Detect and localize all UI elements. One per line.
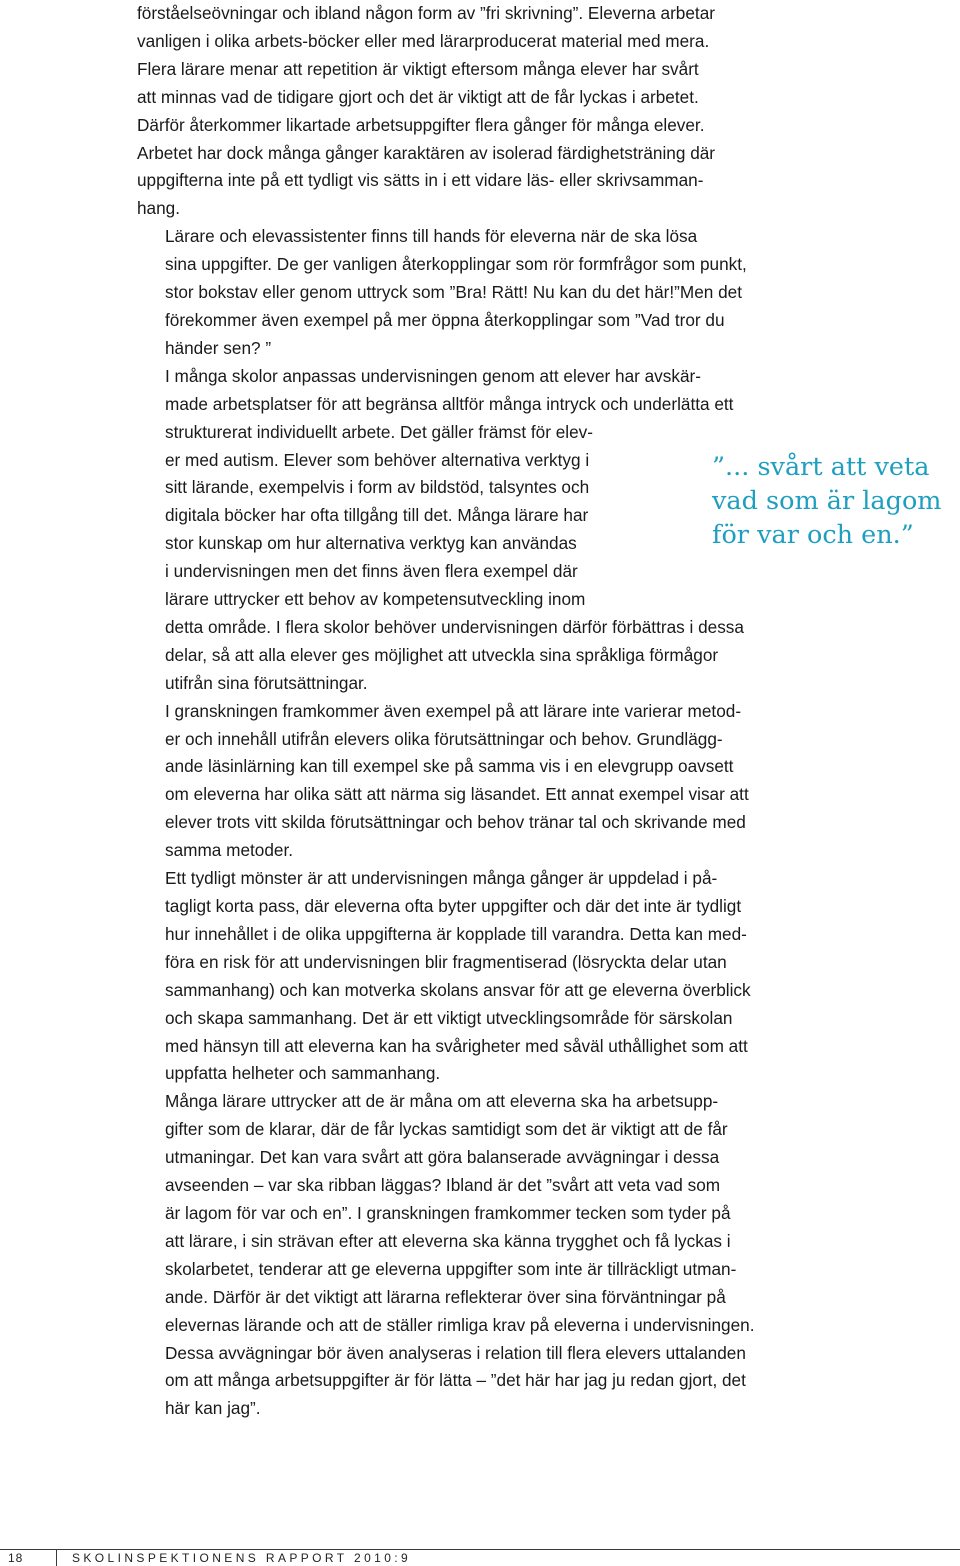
text-line: detta område. I flera skolor behöver undervisningen därför förbättras i dessa <box>165 616 744 637</box>
text-line: uppgifterna inte på ett tydligt vis sätts in i ett vidare läs- eller skrivsamman- <box>137 170 704 191</box>
text-line: hang. <box>137 198 181 219</box>
paragraph <box>137 0 857 223</box>
text-line: skolarbetet, tenderar att ge eleverna uppgifter som inte är tillräckligt utman- <box>165 1258 737 1279</box>
text-line: ande. Därför är det viktigt att lärarna reflekterar över sina förväntningar på <box>165 1286 726 1307</box>
text-line: Därför återkommer likartade arbetsuppgifter flera gånger för många elever. <box>137 114 705 135</box>
text-line: Arbetet har dock många gånger karaktären av isolerad färdighetsträning där <box>137 142 716 163</box>
paragraph <box>137 698 857 865</box>
text-line: sitt lärande, exempelvis i form av bildstöd, talsyntes och <box>165 477 590 498</box>
text-line: här kan jag”. <box>165 1398 261 1419</box>
text-line: hur innehållet i de olika uppgifterna är kopplade till varandra. Detta kan med- <box>165 923 747 944</box>
text-line: samma metoder. <box>165 840 293 861</box>
text-line: Flera lärare menar att repetition är viktigt eftersom många elever har svårt <box>137 58 699 79</box>
footer-rule <box>0 1549 960 1550</box>
text-line: Dessa avvägningar bör även analyseras i relation till flera elevers uttalanden <box>165 1342 746 1363</box>
pull-quote <box>712 450 960 552</box>
paragraph <box>137 865 857 1088</box>
text-line: made arbetsplatser för att begränsa alltför många intryck och underlätta ett <box>165 393 734 414</box>
text-line: i undervisningen men det finns även flera exempel där <box>165 561 578 582</box>
text-line: Många lärare uttrycker att de är måna om att eleverna ska ha arbetsupp- <box>165 1091 719 1112</box>
text-line: digitala böcker har ofta tillgång till det. Många lärare har <box>165 505 589 526</box>
report-title: SKOLINSPEKTIONENS RAPPORT 2010:9 <box>72 1551 412 1565</box>
text-line: lärare uttrycker ett behov av kompetensutveckling inom <box>165 589 586 610</box>
text-line: om att många arbetsuppgifter är för lätta – ”det här har jag ju redan gjort, det <box>165 1370 746 1391</box>
text-line: delar, så att alla elever ges möjlighet att utveckla sina språkliga förmågor <box>165 644 719 665</box>
text-line: tagligt korta pass, där eleverna ofta byter uppgifter och där det inte är tydligt <box>165 896 742 916</box>
text-line: avseenden – var ska ribban läggas? Ibland är det ”svårt att veta vad som <box>165 1175 721 1196</box>
text-line: händer sen? ” <box>165 337 272 358</box>
text-line: Ett tydligt mönster är att undervisningen många gånger är uppdelad i på- <box>165 868 718 889</box>
text-line: stor bokstav eller genom uttryck som ”Bra! Rätt! Nu kan du det här!”Men det <box>165 282 742 303</box>
text-line: elevernas lärande och att de ställer rimliga krav på eleverna i undervisningen. <box>165 1314 755 1335</box>
text-line: med hänsyn till att eleverna kan ha svårigheter med såväl uthållighet som att <box>165 1035 748 1056</box>
text-line: är lagom för var och en”. I granskningen framkommer tecken som tyder på <box>165 1202 731 1223</box>
text-line: ande läsinlärning kan till exempel ske på samma vis i en elevgrupp oavsett <box>165 756 734 777</box>
text-line: förståelseövningar och ibland någon form av ”fri skrivning”. Eleverna arbetar <box>137 3 715 23</box>
text-line: och skapa sammanhang. Det är ett viktigt utvecklingsområde för särskolan <box>165 1007 733 1028</box>
text-line: er med autism. Elever som behöver alternativa verktyg i <box>165 449 590 470</box>
pull-quote-line: för var och en.” <box>712 520 914 550</box>
text-line: utmaningar. Det kan vara svårt att göra balanserade avvägningar i dessa <box>165 1147 720 1168</box>
text-line: om eleverna har olika sätt att närma sig läsandet. Ett annat exempel visar att <box>165 784 749 805</box>
text-line: utifrån sina förutsättningar. <box>165 672 368 693</box>
footer-divider <box>56 1550 57 1566</box>
text-line: I granskningen framkommer även exempel på att lärare inte varierar metod- <box>165 700 742 721</box>
pull-quote-line: vad som är lagom <box>712 486 942 516</box>
text-line: I många skolor anpassas undervisningen genom att elever har avskär- <box>165 365 701 386</box>
text-line: sina uppgifter. De ger vanligen återkopplingar som rör formfrågor som punkt, <box>165 254 747 275</box>
text-line: er och innehåll utifrån elevers olika förutsättningar och behov. Grundlägg- <box>165 728 723 749</box>
paragraph <box>137 223 857 363</box>
text-line: föra en risk för att undervisningen blir fragmentiserad (lösryckta delar utan <box>165 951 727 972</box>
page-number: 18 <box>8 1551 24 1565</box>
paragraph <box>137 1088 857 1423</box>
body-text <box>137 0 857 1423</box>
text-line: förekommer även exempel på mer öppna återkopplingar som ”Vad tror du <box>165 309 725 330</box>
text-line: elever trots vitt skilda förutsättningar och behov tränar tal och skrivande med <box>165 812 746 833</box>
text-line: Lärare och elevassistenter finns till hands för eleverna när de ska lösa <box>165 226 698 247</box>
text-line: strukturerat individuellt arbete. Det gäller främst för elev- <box>165 421 593 442</box>
text-line: att lärare, i sin strävan efter att eleverna ska känna trygghet och få lyckas i <box>165 1230 731 1251</box>
text-line: uppfatta helheter och sammanhang. <box>165 1063 441 1084</box>
text-line: gifter som de klarar, där de får lyckas samtidigt som det är viktigt att de får <box>165 1119 728 1140</box>
pull-quote-line: ”... svårt att veta <box>712 452 930 482</box>
text-line: sammanhang) och kan motverka skolans ansvar för att ge eleverna överblick <box>165 979 751 1000</box>
text-line: vanligen i olika arbets-böcker eller med lärarproducerat material med mera. <box>137 30 710 51</box>
text-line: att minnas vad de tidigare gjort och det är viktigt att de får lyckas i arbetet. <box>137 86 699 107</box>
text-line: stor kunskap om hur alternativa verktyg kan användas <box>165 533 577 554</box>
